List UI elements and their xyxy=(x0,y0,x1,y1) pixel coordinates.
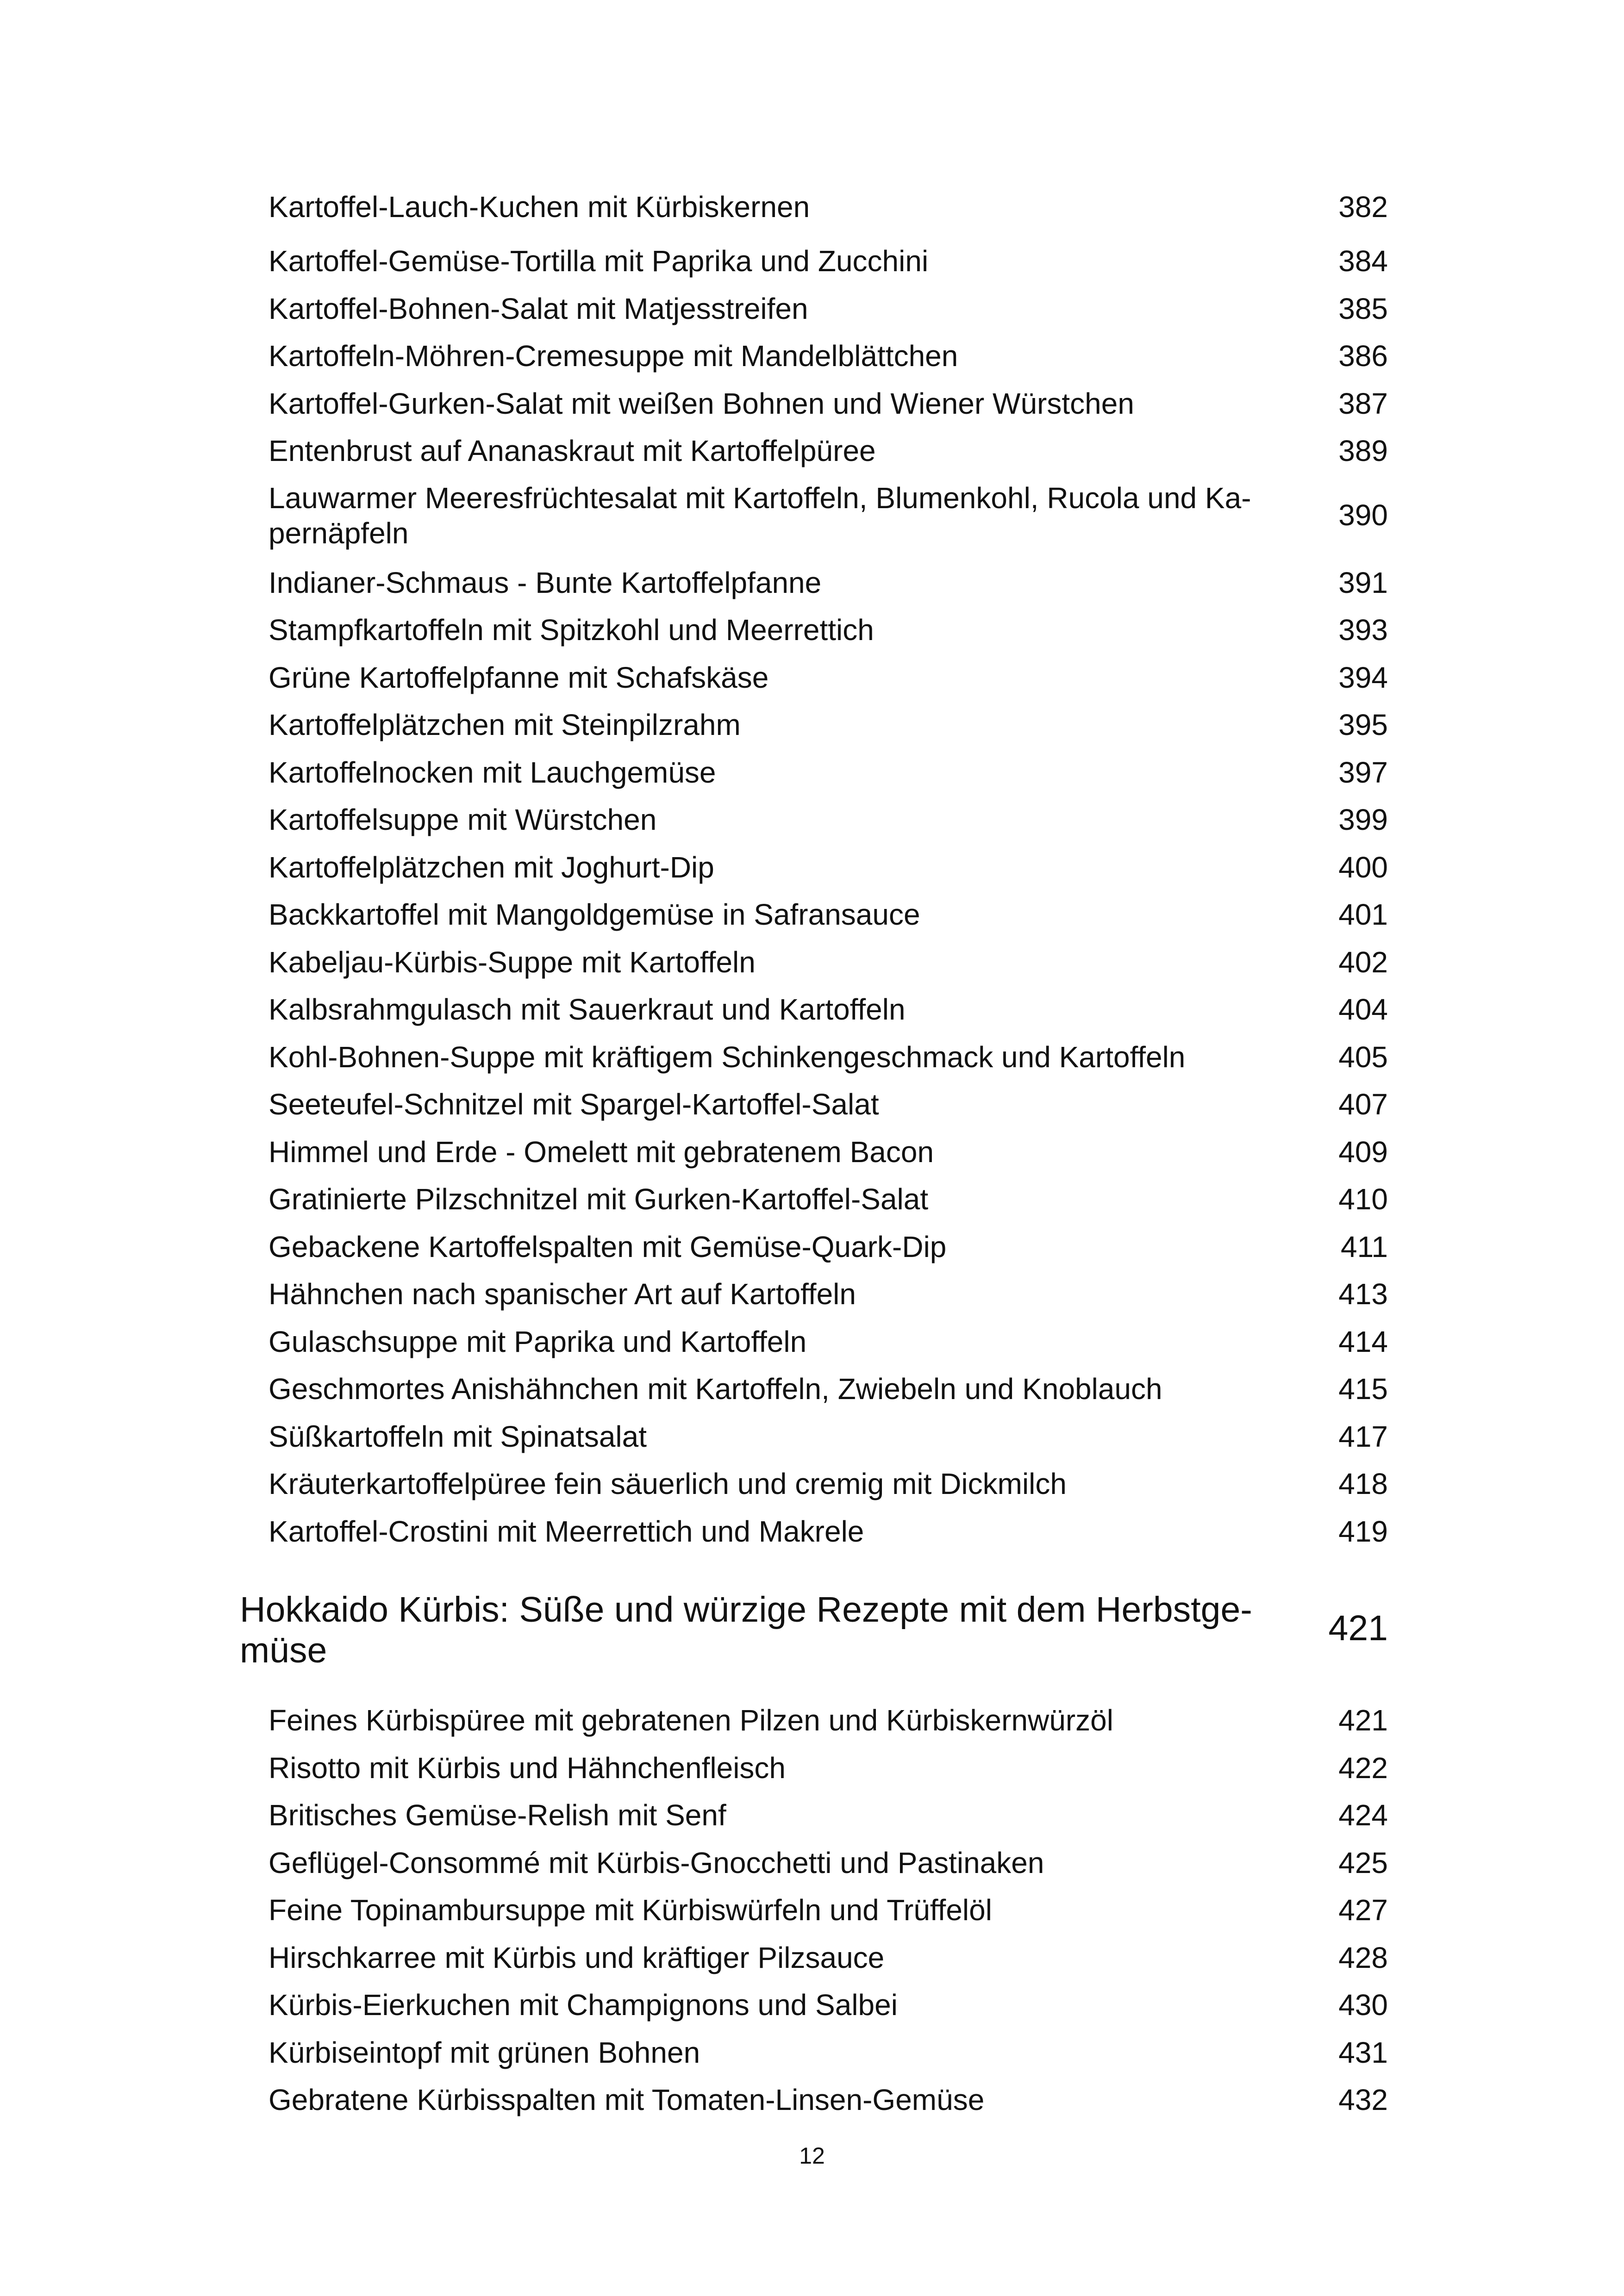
toc-entry-page: 387 xyxy=(1338,386,1388,420)
toc-entry xyxy=(0,754,1624,802)
toc-entry-page: 417 xyxy=(1338,1419,1388,1453)
toc-entry-page: 390 xyxy=(1338,498,1388,532)
title-line: Lauwarmer Meeresfrüchtesalat mit Kartoffeln, Blumenkohl, Rucola und Ka- xyxy=(269,481,1251,515)
toc-entry-title xyxy=(269,480,1296,551)
toc-entry-page: 386 xyxy=(1338,339,1388,373)
toc-entry-page: 382 xyxy=(1338,190,1388,224)
toc-entry xyxy=(0,433,1624,480)
toc-entry-page: 394 xyxy=(1338,660,1388,694)
toc-entry xyxy=(0,1845,1624,1892)
toc-entry-title: Seeteufel-Schnitzel mit Spargel-Kartoffel-Salat xyxy=(269,1088,879,1121)
toc-entry-page: 414 xyxy=(1338,1325,1388,1358)
toc-entry-page: 393 xyxy=(1338,613,1388,647)
toc-entry-page: 399 xyxy=(1338,803,1388,836)
toc-entry-page: 407 xyxy=(1338,1088,1388,1121)
toc-entry xyxy=(0,1134,1624,1182)
toc-entry-page: 424 xyxy=(1338,1798,1388,1832)
toc-entry-title: Kartoffel-Gemüse-Tortilla mit Paprika und Zucchini xyxy=(269,244,929,278)
toc-entry-title: Kartoffelplätzchen mit Steinpilzrahm xyxy=(269,708,741,741)
toc-entry-title: Gebratene Kürbisspalten mit Tomaten-Linsen-Gemüse xyxy=(269,2083,985,2116)
toc-entry-page: 391 xyxy=(1338,566,1388,599)
toc-entry-page: 425 xyxy=(1338,1846,1388,1879)
toc-entry-title: Kartoffel-Lauch-Kuchen mit Kürbiskernen xyxy=(269,190,810,224)
toc-entry xyxy=(0,480,1624,565)
toc-entry-page: 430 xyxy=(1338,1988,1388,2022)
title-line: müse xyxy=(240,1630,327,1670)
toc-entry xyxy=(0,2082,1624,2129)
toc-entry xyxy=(0,896,1624,944)
toc-entry-title: Kartoffel-Crostini mit Meerrettich und Makrele xyxy=(269,1514,864,1548)
toc-entry-page: 410 xyxy=(1338,1182,1388,1216)
toc-entry-title: Kartoffeln-Möhren-Cremesuppe mit Mandelblättchen xyxy=(269,339,958,373)
toc-entry-title: Kartoffelsuppe mit Würstchen xyxy=(269,803,657,836)
toc-entry-page: 405 xyxy=(1338,1040,1388,1074)
toc-entry-page: 421 xyxy=(1338,1704,1388,1737)
toc-entry xyxy=(0,291,1624,338)
toc-entry xyxy=(0,2035,1624,2082)
toc-entry xyxy=(0,1181,1624,1229)
toc-entry xyxy=(0,1750,1624,1798)
toc-entry-title: Indianer-Schmaus - Bunte Kartoffelpfanne xyxy=(269,566,822,599)
toc-chapter-heading xyxy=(0,1561,1624,1702)
toc-entry-title: Stampfkartoffeln mit Spitzkohl und Meerrettich xyxy=(269,613,874,647)
toc-entry-title: Kräuterkartoffelpüree fein säuerlich und cremig mit Dickmilch xyxy=(269,1467,1067,1500)
toc-entry-page: 428 xyxy=(1338,1941,1388,1974)
toc-entry xyxy=(0,338,1624,386)
table-of-contents xyxy=(0,189,1624,2129)
toc-entry-title: Geschmortes Anishähnchen mit Kartoffeln, Zwiebeln und Knoblauch xyxy=(269,1372,1162,1406)
toc-entry xyxy=(0,1466,1624,1513)
toc-entry xyxy=(0,1086,1624,1134)
toc-entry xyxy=(0,660,1624,707)
toc-entry-title: Hirschkarree mit Kürbis und kräftiger Pilzsauce xyxy=(269,1941,885,1974)
toc-entry xyxy=(0,386,1624,433)
toc-entry-title: Risotto mit Kürbis und Hähnchenfleisch xyxy=(269,1751,786,1785)
toc-entry-title: Gulaschsuppe mit Paprika und Kartoffeln xyxy=(269,1325,807,1358)
toc-entry-title: Kabeljau-Kürbis-Suppe mit Kartoffeln xyxy=(269,945,756,979)
toc-entry-title: Kohl-Bohnen-Suppe mit kräftigem Schinkengeschmack und Kartoffeln xyxy=(269,1040,1186,1074)
toc-entry-title: Himmel und Erde - Omelett mit gebratenem Bacon xyxy=(269,1135,934,1169)
toc-entry-page: 384 xyxy=(1338,244,1388,278)
toc-entry xyxy=(0,707,1624,754)
toc-entry xyxy=(0,944,1624,992)
toc-entry xyxy=(0,1276,1624,1324)
toc-entry-page: 418 xyxy=(1338,1467,1388,1500)
toc-entry-title: Kartoffelplätzchen mit Joghurt-Dip xyxy=(269,850,714,884)
toc-entry-title: Entenbrust auf Ananaskraut mit Kartoffelpüree xyxy=(269,434,876,467)
toc-entry-title: Kartoffelnocken mit Lauchgemüse xyxy=(269,755,716,789)
toc-entry-title: Kartoffel-Bohnen-Salat mit Matjesstreifen xyxy=(269,292,808,325)
toc-entry-page: 411 xyxy=(1340,1230,1388,1263)
toc-entry xyxy=(0,1371,1624,1419)
toc-entry-title: Feine Topinambursuppe mit Kürbiswürfeln und Trüffelöl xyxy=(269,1893,992,1927)
toc-entry-title: Süßkartoffeln mit Spinatsalat xyxy=(269,1419,647,1453)
toc-entry-title: Kalbsrahmgulasch mit Sauerkraut und Kartoffeln xyxy=(269,993,906,1026)
toc-entry-page: 389 xyxy=(1338,434,1388,467)
toc-entry-page: 432 xyxy=(1338,2083,1388,2116)
title-line: pernäpfeln xyxy=(269,516,409,550)
toc-entry xyxy=(0,565,1624,612)
toc-entry xyxy=(0,1229,1624,1276)
toc-entry-page: 409 xyxy=(1338,1135,1388,1169)
toc-entry xyxy=(0,243,1624,291)
toc-entry xyxy=(0,189,1624,243)
toc-entry-page: 415 xyxy=(1338,1372,1388,1406)
toc-entry-page: 421 xyxy=(1328,1608,1388,1648)
toc-entry-page: 400 xyxy=(1338,850,1388,884)
toc-entry-page: 404 xyxy=(1338,993,1388,1026)
toc-entry-title: Geflügel-Consommé mit Kürbis-Gnocchetti und Pastinaken xyxy=(269,1846,1044,1879)
toc-entry xyxy=(0,1702,1624,1750)
title-line: Hokkaido Kürbis: Süße und würzige Rezepte mit dem Herbstge- xyxy=(240,1590,1252,1630)
toc-entry xyxy=(0,1892,1624,1940)
toc-entry xyxy=(0,1324,1624,1371)
toc-entry-page: 397 xyxy=(1338,755,1388,789)
toc-entry-page: 395 xyxy=(1338,708,1388,741)
toc-entry xyxy=(0,612,1624,660)
toc-entry-page: 413 xyxy=(1338,1277,1388,1311)
toc-entry xyxy=(0,1940,1624,1987)
toc-entry-title: Kartoffel-Gurken-Salat mit weißen Bohnen und Wiener Würstchen xyxy=(269,386,1134,420)
toc-entry-title: Britisches Gemüse-Relish mit Senf xyxy=(269,1798,726,1832)
toc-entry-title: Feines Kürbispüree mit gebratenen Pilzen und Kürbiskernwürzöl xyxy=(269,1704,1113,1737)
toc-entry-title: Backkartoffel mit Mangoldgemüse in Safransauce xyxy=(269,898,920,931)
toc-entry-title: Kürbiseintopf mit grünen Bohnen xyxy=(269,2035,700,2069)
toc-entry xyxy=(0,1513,1624,1561)
toc-entry-page: 431 xyxy=(1338,2035,1388,2069)
toc-entry xyxy=(0,849,1624,897)
toc-entry-title: Gebackene Kartoffelspalten mit Gemüse-Quark-Dip xyxy=(269,1230,947,1263)
toc-entry xyxy=(0,991,1624,1039)
toc-entry xyxy=(0,1039,1624,1087)
chapter-title xyxy=(240,1589,1300,1671)
toc-entry xyxy=(0,1797,1624,1845)
toc-entry xyxy=(0,1987,1624,2035)
toc-entry xyxy=(0,1419,1624,1466)
toc-entry-page: 419 xyxy=(1338,1514,1388,1548)
toc-entry-page: 427 xyxy=(1338,1893,1388,1927)
toc-entry-page: 385 xyxy=(1338,292,1388,325)
toc-entry-title: Hähnchen nach spanischer Art auf Kartoffeln xyxy=(269,1277,856,1311)
toc-entry-title: Grüne Kartoffelpfanne mit Schafskäse xyxy=(269,660,769,694)
toc-entry-title: Gratinierte Pilzschnitzel mit Gurken-Kartoffel-Salat xyxy=(269,1182,929,1216)
toc-entry-title: Kürbis-Eierkuchen mit Champignons und Salbei xyxy=(269,1988,898,2022)
toc-entry-page: 401 xyxy=(1338,898,1388,931)
toc-entry xyxy=(0,802,1624,849)
page-number: 12 xyxy=(799,2143,825,2169)
toc-entry-page: 422 xyxy=(1338,1751,1388,1785)
toc-entry-page: 402 xyxy=(1338,945,1388,979)
